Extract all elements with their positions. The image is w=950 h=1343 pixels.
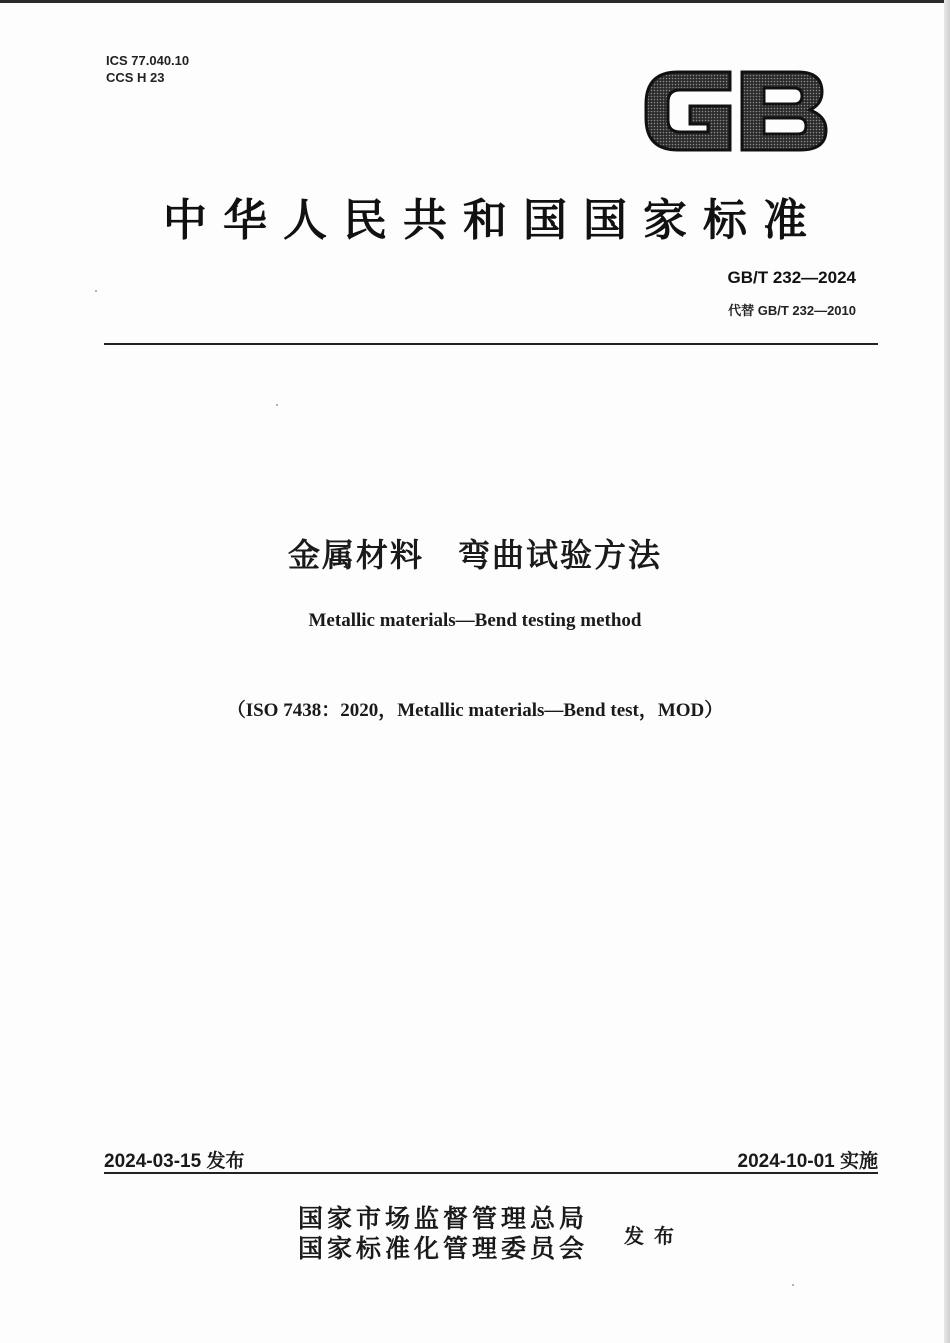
issue-date: 2024-03-15 发布 [104,1151,245,1172]
national-standard-title: 中华人民共和国国家标准 [163,195,823,246]
chinese-title: 金属材料 弯曲试验方法 [287,536,662,574]
replaces-standard: 代替 GB/T 232—2010 [728,303,856,318]
english-title: Metallic materials—Bend testing method [308,610,642,631]
gb-logo [638,62,830,158]
issuer-sac: 国家标准化管理委员会 [298,1234,589,1263]
scan-speck [95,290,97,292]
classification-codes [106,52,189,86]
ccs-code: CCS H 23 [106,70,165,85]
header-divider [104,343,878,345]
scan-top-edge [0,0,950,3]
standard-number: GB/T 232—2024 [727,268,856,287]
iso-reference: （ISO 7438：2020，Metallic materials—Bend test，MOD） [226,700,724,721]
issuer-samr: 国家市场监督管理总局 [298,1204,589,1233]
footer-divider [104,1172,878,1174]
scan-speck [276,404,278,406]
issued-label: 发布 [624,1224,684,1248]
issuing-authorities [298,1204,588,1264]
ics-code: ICS 77.040.10 [106,53,190,68]
effective-date: 2024-10-01 实施 [737,1151,878,1172]
scan-speck [792,1284,794,1286]
